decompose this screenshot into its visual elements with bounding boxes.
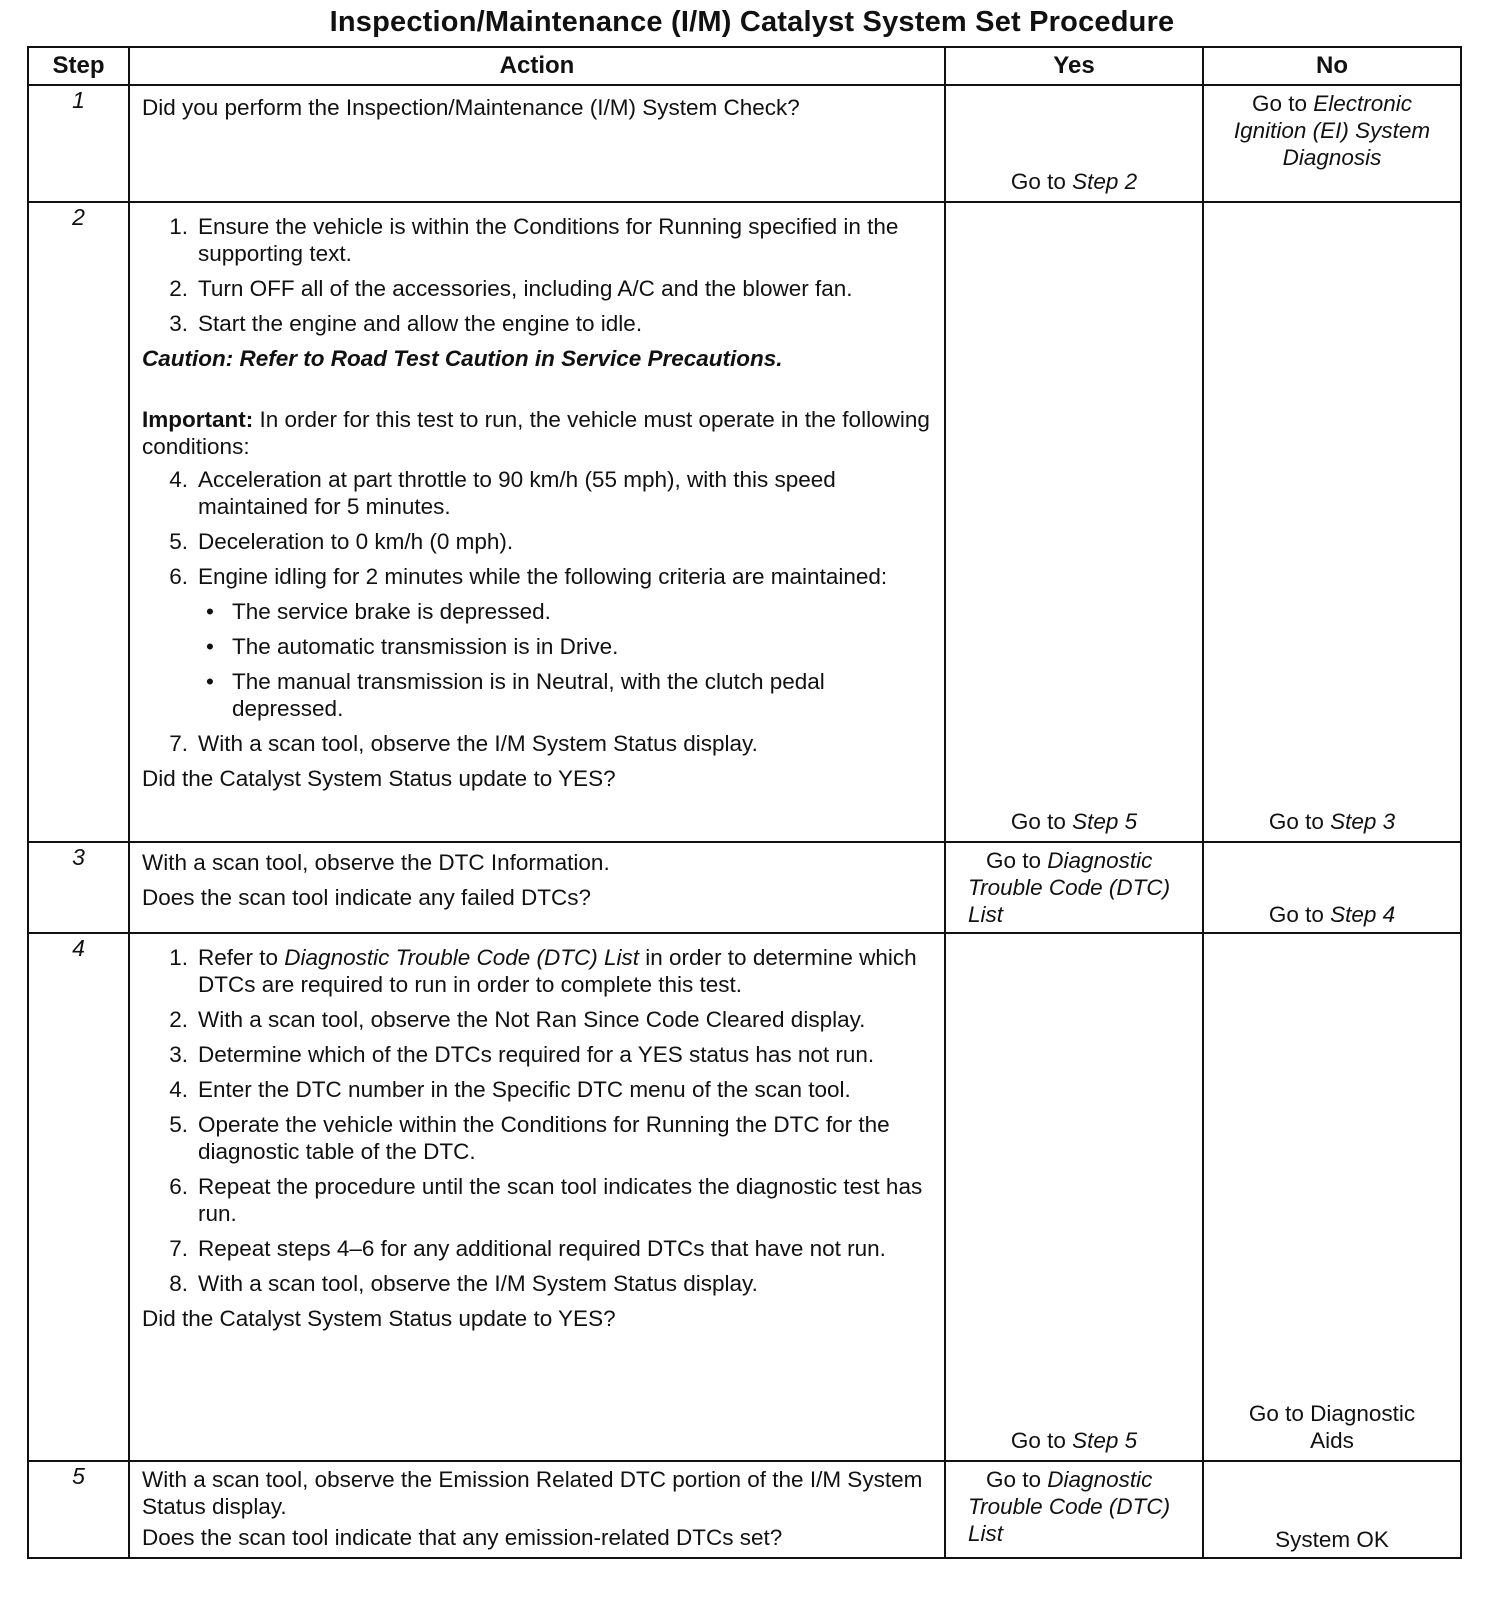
action-cell xyxy=(129,85,945,202)
yes-link[interactable]: Step 5 xyxy=(1072,809,1138,834)
yes-cell xyxy=(945,842,1203,933)
list-item: 3. Start the engine and allow the engine to idle. xyxy=(169,311,643,336)
table-row xyxy=(28,202,1461,842)
action-cell xyxy=(129,933,945,1461)
list-item: 6. Engine idling for 2 minutes while the following criteria are maintained: • The service brake is depressed. • The automatic transmission is in Drive. • The manual transmission is in Neutral, with the clutch pedal depressed. xyxy=(142,563,934,722)
action-text: With a scan tool, observe the DTC Information. xyxy=(142,850,610,875)
no-link[interactable]: Step 4 xyxy=(1330,902,1396,927)
list-item: 2. Turn OFF all of the accessories, including A/C and the blower fan. xyxy=(169,276,853,301)
list-item: 7. With a scan tool, observe the I/M System Status display. xyxy=(169,731,758,756)
step-number: 3 xyxy=(28,842,129,933)
bullet-item: • The service brake is depressed. xyxy=(206,599,551,624)
list-item: 5. Deceleration to 0 km/h (0 mph). xyxy=(169,529,514,554)
yes-prefix: Go to xyxy=(1010,1428,1073,1453)
yes-prefix: Go to xyxy=(986,848,1048,873)
yes-prefix: Go to xyxy=(1010,809,1073,834)
table-row xyxy=(28,85,1461,202)
yes-cell xyxy=(945,202,1203,842)
yes-prefix: Go to xyxy=(986,1467,1048,1492)
step-number: 4 xyxy=(28,933,129,1461)
table-row xyxy=(28,1461,1461,1558)
no-cell xyxy=(1203,842,1461,933)
no-link[interactable]: Electronic Ignition (EI) System Diagnosis xyxy=(1233,91,1431,170)
list-item: 1. Ensure the vehicle is within the Conditions for Running specified in the supporting text. xyxy=(169,214,899,266)
bullet-item: • The automatic transmission is in Drive. xyxy=(206,634,619,659)
list-item: 6. Repeat the procedure until the scan tool indicates the diagnostic test has run. xyxy=(169,1174,923,1226)
yes-link[interactable]: Diagnostic Trouble Code (DTC) List xyxy=(968,1467,1171,1546)
step-number: 1 xyxy=(28,85,129,202)
no-cell xyxy=(1203,202,1461,842)
step-number: 2 xyxy=(28,202,129,842)
step-number: 5 xyxy=(28,1461,129,1558)
list-item: 2. With a scan tool, observe the Not Ran Since Code Cleared display. xyxy=(169,1007,866,1032)
table-row xyxy=(28,842,1461,933)
yes-cell xyxy=(945,933,1203,1461)
yes-link[interactable]: Step 5 xyxy=(1072,1428,1138,1453)
no-prefix: Go to xyxy=(1268,809,1331,834)
bullet-list xyxy=(198,598,934,722)
no-link[interactable]: Go to Diagnostic Aids xyxy=(1248,1401,1416,1453)
important-text: In order for this test to run, the vehicle must operate in the following conditions: xyxy=(142,407,930,459)
action-cell xyxy=(129,842,945,933)
important-label: Important: xyxy=(142,407,254,432)
no-cell xyxy=(1203,933,1461,1461)
dtc-list-link[interactable]: Diagnostic Trouble Code (DTC) List xyxy=(284,945,640,970)
list-item: 4. Acceleration at part throttle to 90 km/h (55 mph), with this speed maintained for 5 minutes. xyxy=(169,467,836,519)
step-list xyxy=(142,466,934,757)
bullet-icon: • xyxy=(206,669,214,694)
yes-cell xyxy=(945,1461,1203,1558)
caution-note: Caution: Refer to Road Test Caution in Service Precautions. xyxy=(142,346,783,371)
yes-link[interactable]: Step 2 xyxy=(1072,169,1138,194)
bullet-icon: • xyxy=(206,599,214,624)
bullet-icon: • xyxy=(206,634,214,659)
list-item: 3. Determine which of the DTCs required for a YES status has not run. xyxy=(169,1042,875,1067)
header-row xyxy=(28,47,1461,85)
list-item: 8. With a scan tool, observe the I/M System Status display. xyxy=(169,1271,758,1296)
header-yes: Yes xyxy=(945,47,1203,85)
action-cell xyxy=(129,202,945,842)
yes-link[interactable]: Diagnostic Trouble Code (DTC) List xyxy=(968,848,1171,927)
no-link[interactable]: Step 3 xyxy=(1330,809,1396,834)
header-no: No xyxy=(1203,47,1461,85)
action-question: Did you perform the Inspection/Maintenance (I/M) System Check? xyxy=(142,95,800,120)
yes-prefix: Go to xyxy=(1010,169,1073,194)
action-text: With a scan tool, observe the Emission Related DTC portion of the I/M System Status display. xyxy=(142,1467,923,1519)
table-row xyxy=(28,933,1461,1461)
list-item: 7. Repeat steps 4–6 for any additional required DTCs that have not run. xyxy=(169,1236,886,1261)
list-item: 5. Operate the vehicle within the Conditions for Running the DTC for the diagnostic table of the DTC. xyxy=(169,1112,890,1164)
procedure-table xyxy=(27,46,1462,1559)
action-question: Does the scan tool indicate that any emission-related DTCs set? xyxy=(142,1525,783,1550)
header-action: Action xyxy=(129,47,945,85)
no-status: System OK xyxy=(1275,1527,1389,1552)
no-cell xyxy=(1203,85,1461,202)
action-cell xyxy=(129,1461,945,1558)
header-step: Step xyxy=(28,47,129,85)
no-prefix: Go to xyxy=(1251,91,1314,116)
no-cell xyxy=(1203,1461,1461,1558)
action-question: Did the Catalyst System Status update to YES? xyxy=(142,1306,616,1331)
no-prefix: Go to xyxy=(1268,902,1331,927)
step-list xyxy=(142,944,934,1297)
list-item: 4. Enter the DTC number in the Specific DTC menu of the scan tool. xyxy=(169,1077,851,1102)
action-question: Does the scan tool indicate any failed DTCs? xyxy=(142,885,591,910)
yes-cell xyxy=(945,85,1203,202)
step-list xyxy=(142,213,934,337)
important-note xyxy=(142,406,934,460)
action-question: Did the Catalyst System Status update to YES? xyxy=(142,766,616,791)
bullet-item: • The manual transmission is in Neutral, with the clutch pedal depressed. xyxy=(206,669,825,721)
list-item: 1. Refer to Diagnostic Trouble Code (DTC) List in order to determine which DTCs are required to run in order to complete this test. xyxy=(169,945,917,997)
page-title: Inspection/Maintenance (I/M) Catalyst System Set Procedure xyxy=(329,6,1175,38)
